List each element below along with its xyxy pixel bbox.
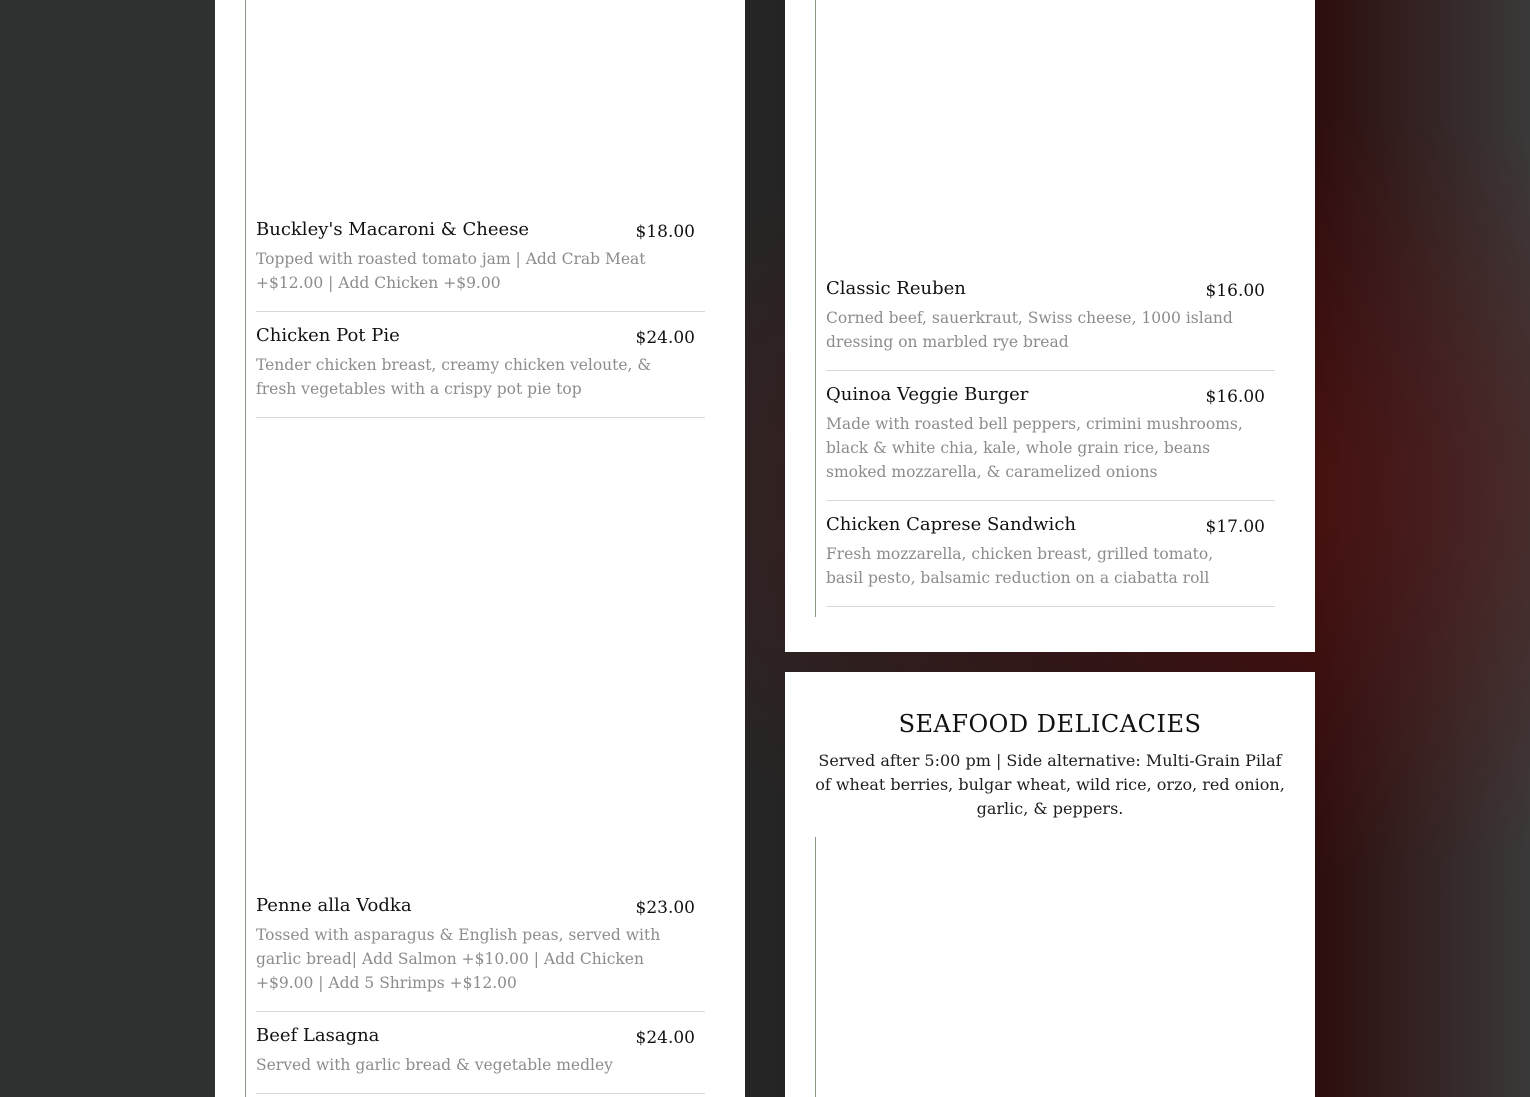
section-title: SEAFOOD DELICACIES — [898, 710, 1202, 738]
item-name: Beef Lasagna — [256, 1025, 380, 1046]
item-name: Buckley's Macaroni & Cheese — [256, 219, 530, 240]
section-subtitle: Served after 5:00 pm | Side alternative: Multi-Grain Pilaf of wheat berries, bulgar wheat, wild rice, orzo, red onion, garlic, & peppers. — [815, 751, 1285, 818]
accent-line — [815, 0, 816, 617]
item-price: $16.00 — [1205, 387, 1265, 407]
accent-line — [245, 0, 246, 1097]
item-price: $24.00 — [635, 328, 695, 348]
item-description: Fresh mozzarella, chicken breast, grilled tomato, basil pesto, balsamic reduction on a ciabatta roll — [826, 545, 1214, 587]
accent-line — [815, 837, 816, 1097]
item-price: $16.00 — [1205, 281, 1265, 301]
item-description: Served with garlic bread & vegetable medley — [256, 1056, 613, 1074]
item-name: Penne alla Vodka — [256, 895, 412, 916]
item-name: Chicken Pot Pie — [256, 325, 400, 346]
item-name: Quinoa Veggie Burger — [826, 384, 1029, 405]
item-name: Chicken Caprese Sandwich — [826, 514, 1076, 535]
menu-panel-left — [215, 0, 745, 1097]
menu-panel-seafood — [785, 672, 1315, 1097]
item-description: Corned beef, sauerkraut, Swiss cheese, 1000 island dressing on marbled rye bread — [826, 309, 1233, 351]
item-description: Tossed with asparagus & English peas, served with garlic bread| Add Salmon +$10.00 | Add Chicken +$9.00 | Add 5 Shrimps +$12.00 — [256, 926, 661, 992]
menu-item-chicken-caprese-sandwich — [826, 514, 1275, 607]
menu-panel-right-top — [785, 0, 1315, 652]
item-name: Classic Reuben — [826, 278, 966, 299]
menu-item-beef-lasagna — [256, 1025, 705, 1094]
item-price: $18.00 — [635, 222, 695, 242]
menu-item-chicken-pot-pie — [256, 325, 705, 418]
menu-item-penne-alla-vodka — [256, 895, 705, 1012]
menu-item-macaroni — [256, 219, 705, 312]
item-price: $24.00 — [635, 1028, 695, 1048]
item-price: $17.00 — [1205, 517, 1265, 537]
item-description: Topped with roasted tomato jam | Add Crab Meat +$12.00 | Add Chicken +$9.00 — [256, 250, 646, 292]
menu-item-quinoa-veggie-burger — [826, 384, 1275, 501]
item-price: $23.00 — [635, 898, 695, 918]
item-description: Made with roasted bell peppers, crimini mushrooms, black & white chia, kale, whole grain rice, beans smoked mozzarella, & caramelized onions — [826, 415, 1243, 481]
menu-item-classic-reuben — [826, 278, 1275, 371]
item-description: Tender chicken breast, creamy chicken veloute, & fresh vegetables with a crispy pot pie top — [256, 356, 652, 398]
